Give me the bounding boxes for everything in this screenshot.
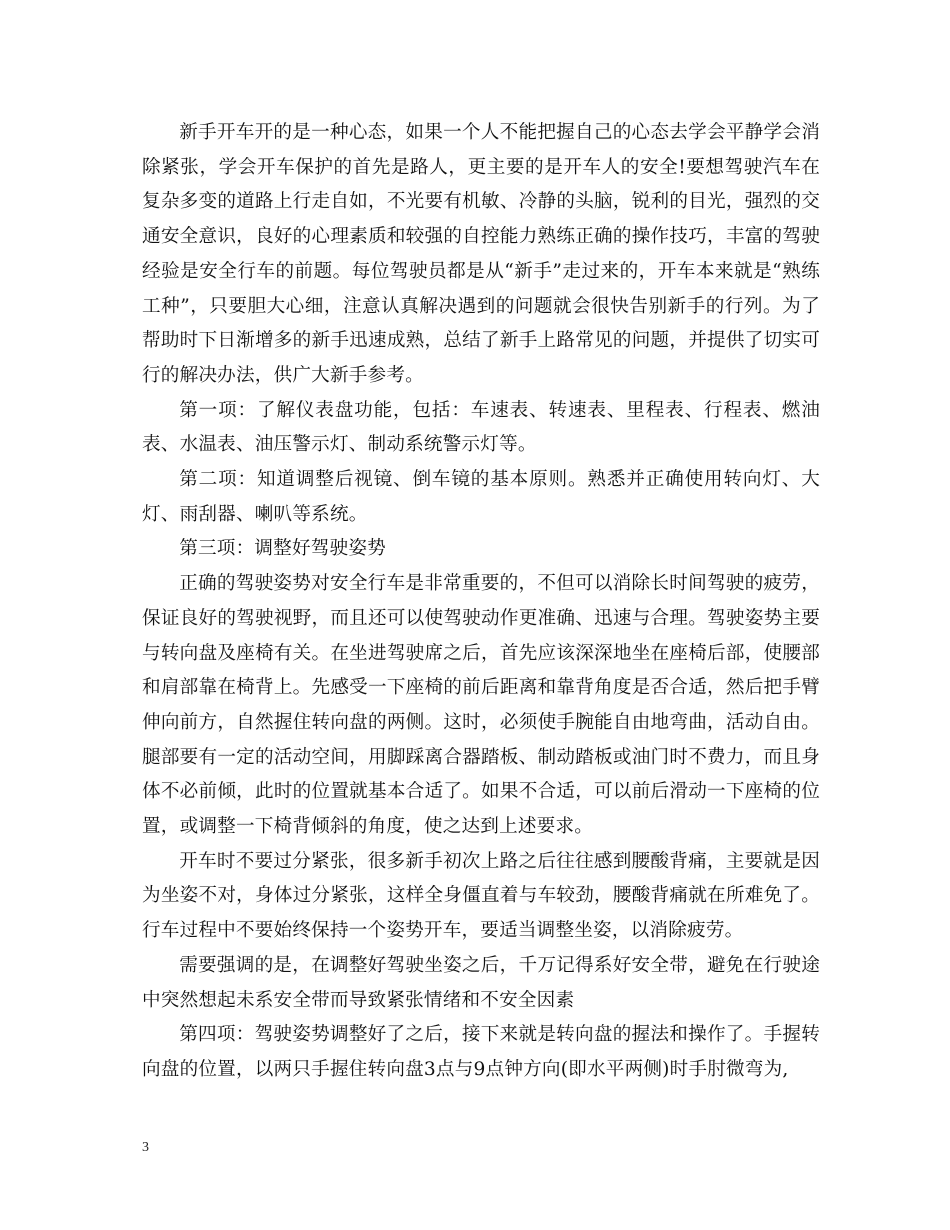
page-number: 3 xyxy=(142,1140,149,1155)
paragraph-driving-posture: 正确的驾驶姿势对安全行车是非常重要的，不但可以消除长时间驾驶的疲劳，保证良好的驾驶视野，而且还可以使驾驶动作更准确、迅速与合理。驾驶姿势主要与转向盘及座椅有关。在坐进驾驶席之后，首先应该深深地坐在座椅后部，使腰部和肩部靠在椅背上。先感受一下座椅的前后距离和靠背角度是否合适，然后把手臂伸向前方，自然握住转向盘的两侧。这时，必须使手腕能自由地弯曲，活动自由。腿部要有一定的活动空间，用脚踩离合器踏板、制动踏板或油门时不费力，而且身体不必前倾，此时的位置就基本合适了。如果不合适，可以前后滑动一下座椅的位置，或调整一下椅背倾斜的角度，使之达到上述要求。 xyxy=(142,573,820,838)
paragraph-seatbelt: 需要强调的是，在调整好驾驶坐姿之后，千万记得系好安全带，避免在行驶途中突然想起未系安全带而导致紧张情绪和不安全因素 xyxy=(142,954,820,1011)
paragraph-item-4: 第四项：驾驶姿势调整好了之后，接下来就是转向盘的握法和操作了。手握转向盘的位置，以两只手握住转向盘3点与9点钟方向(即水平两侧)时手肘微弯为, xyxy=(142,1024,820,1080)
paragraph-tension: 开车时不要过分紧张，很多新手初次上路之后往往感到腰酸背痛，主要就是因为坐姿不对，身体过分紧张，这样全身僵直着与车较劲，腰酸背痛就在所难免了。行车过程中不要始终保持一个姿势开车，要适当调整坐姿，以消除疲劳。 xyxy=(142,850,820,942)
paragraph-item-3-heading: 第三项：调整好驾驶姿势 xyxy=(179,538,386,560)
paragraph-item-2: 第二项：知道调整后视镜、倒车镜的基本原则。熟悉并正确使用转向灯、大灯、雨刮器、喇叭等系统。 xyxy=(142,469,820,525)
paragraph-item-1: 第一项：了解仪表盘功能，包括：车速表、转速表、里程表、行程表、燃油表、水温表、油压警示灯、制动系统警示灯等。 xyxy=(142,399,820,456)
document-body xyxy=(142,116,820,1088)
paragraph-intro: 新手开车开的是一种心态，如果一个人不能把握自己的心态去学会平静学会消除紧张，学会开车保护的首先是路人，更主要的是开车人的安全!要想驾驶汽车在复杂多变的道路上行走自如，不光要有机敏、冷静的头脑，锐利的目光，强烈的交通安全意识，良好的心理素质和较强的自控能力熟练正确的操作技巧，丰富的驾驶经验是安全行车的前题。每位驾驶员都是从“新手”走过来的，开车本来就是“熟练工种”，只要胆大心细，注意认真解决遇到的问题就会很快告别新手的行列。为了帮助时下日渐增多的新手迅速成熟，总结了新手上路常见的问题，并提供了切实可行的解决办法，供广大新手参考。 xyxy=(142,122,820,386)
